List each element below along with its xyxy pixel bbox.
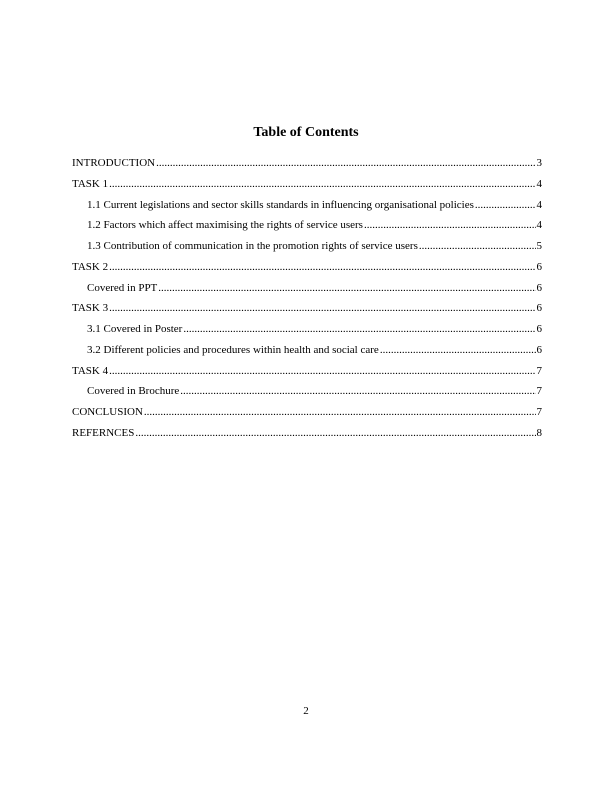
page-number: 2: [303, 705, 309, 717]
toc-entry-text: 1.2 Factors which affect maximising the rights of service users: [87, 219, 363, 232]
toc-entry-page: 7: [536, 385, 542, 398]
toc-entry-text: TASK 1: [72, 177, 109, 190]
toc-leader-dots: [158, 278, 535, 299]
toc-leader-dots: [109, 361, 535, 382]
toc-entry-text: 3.2 Different policies and procedures within health and social care: [87, 343, 379, 356]
toc-entry-text: TASK 3: [72, 302, 109, 315]
toc-leader-dots: [419, 236, 536, 257]
toc-entry-covered-in-ppt[interactable]: [72, 278, 542, 299]
toc-entry-text: 1.1 Current legislations and sector skills standards in influencing organisational policies: [87, 198, 474, 211]
toc-entry-page: 6: [536, 302, 542, 315]
toc-entry-page: 4: [536, 219, 542, 232]
toc-entry-3-2[interactable]: [72, 340, 542, 361]
toc-title: Table of Contents: [253, 125, 359, 140]
toc-entry-page: 4: [536, 198, 542, 211]
toc-entry-text: Covered in Brochure: [87, 385, 180, 398]
toc-leader-dots: [109, 174, 535, 195]
toc-entry-3-1[interactable]: [72, 319, 542, 340]
toc-entry-text: CONCLUSION: [72, 406, 143, 418]
toc-entry-task-4[interactable]: [72, 361, 542, 382]
toc-leader-dots: [364, 215, 536, 236]
toc-leader-dots: [475, 195, 536, 216]
toc-entry-task-3[interactable]: [72, 298, 542, 319]
toc-entry-page: 6: [536, 281, 542, 294]
toc-entry-covered-in-brochure[interactable]: [72, 381, 542, 402]
toc-entry-text: 1.3 Contribution of communication in the promotion rights of service users: [87, 240, 418, 252]
toc-leader-dots: [144, 402, 536, 423]
toc-entry-page: 6: [536, 260, 542, 273]
table-of-contents: [72, 153, 542, 444]
toc-entry-text: TASK 2: [72, 260, 109, 273]
toc-entry-page: 6: [536, 323, 542, 335]
toc-entry-page: 6: [536, 343, 542, 356]
toc-entry-text: INTRODUCTION: [72, 157, 156, 169]
toc-entry-text: 3.1 Covered in Poster: [87, 323, 183, 335]
toc-entry-introduction[interactable]: [72, 153, 542, 174]
toc-entry-text: Covered in PPT: [87, 281, 158, 294]
toc-entry-1-2[interactable]: [72, 215, 542, 236]
toc-leader-dots: [109, 257, 535, 278]
toc-entry-1-3[interactable]: [72, 236, 542, 257]
toc-entry-references[interactable]: [72, 423, 542, 444]
toc-leader-dots: [183, 319, 535, 340]
toc-leader-dots: [180, 381, 535, 402]
toc-entry-text: TASK 4: [72, 364, 109, 377]
toc-entry-page: 8: [536, 426, 542, 439]
toc-entry-page: 7: [536, 364, 542, 377]
toc-entry-page: 7: [536, 406, 542, 418]
toc-entry-task-2[interactable]: [72, 257, 542, 278]
toc-entry-1-1[interactable]: [72, 195, 542, 216]
toc-entry-task-1[interactable]: [72, 174, 542, 195]
toc-leader-dots: [135, 423, 535, 444]
toc-leader-dots: [156, 153, 535, 174]
toc-leader-dots: [109, 298, 535, 319]
toc-entry-page: 5: [536, 240, 542, 252]
toc-entry-page: 3: [536, 157, 542, 169]
toc-entry-text: REFERNCES: [72, 426, 135, 439]
toc-leader-dots: [380, 340, 536, 361]
toc-entry-page: 4: [536, 177, 542, 190]
toc-entry-conclusion[interactable]: [72, 402, 542, 423]
